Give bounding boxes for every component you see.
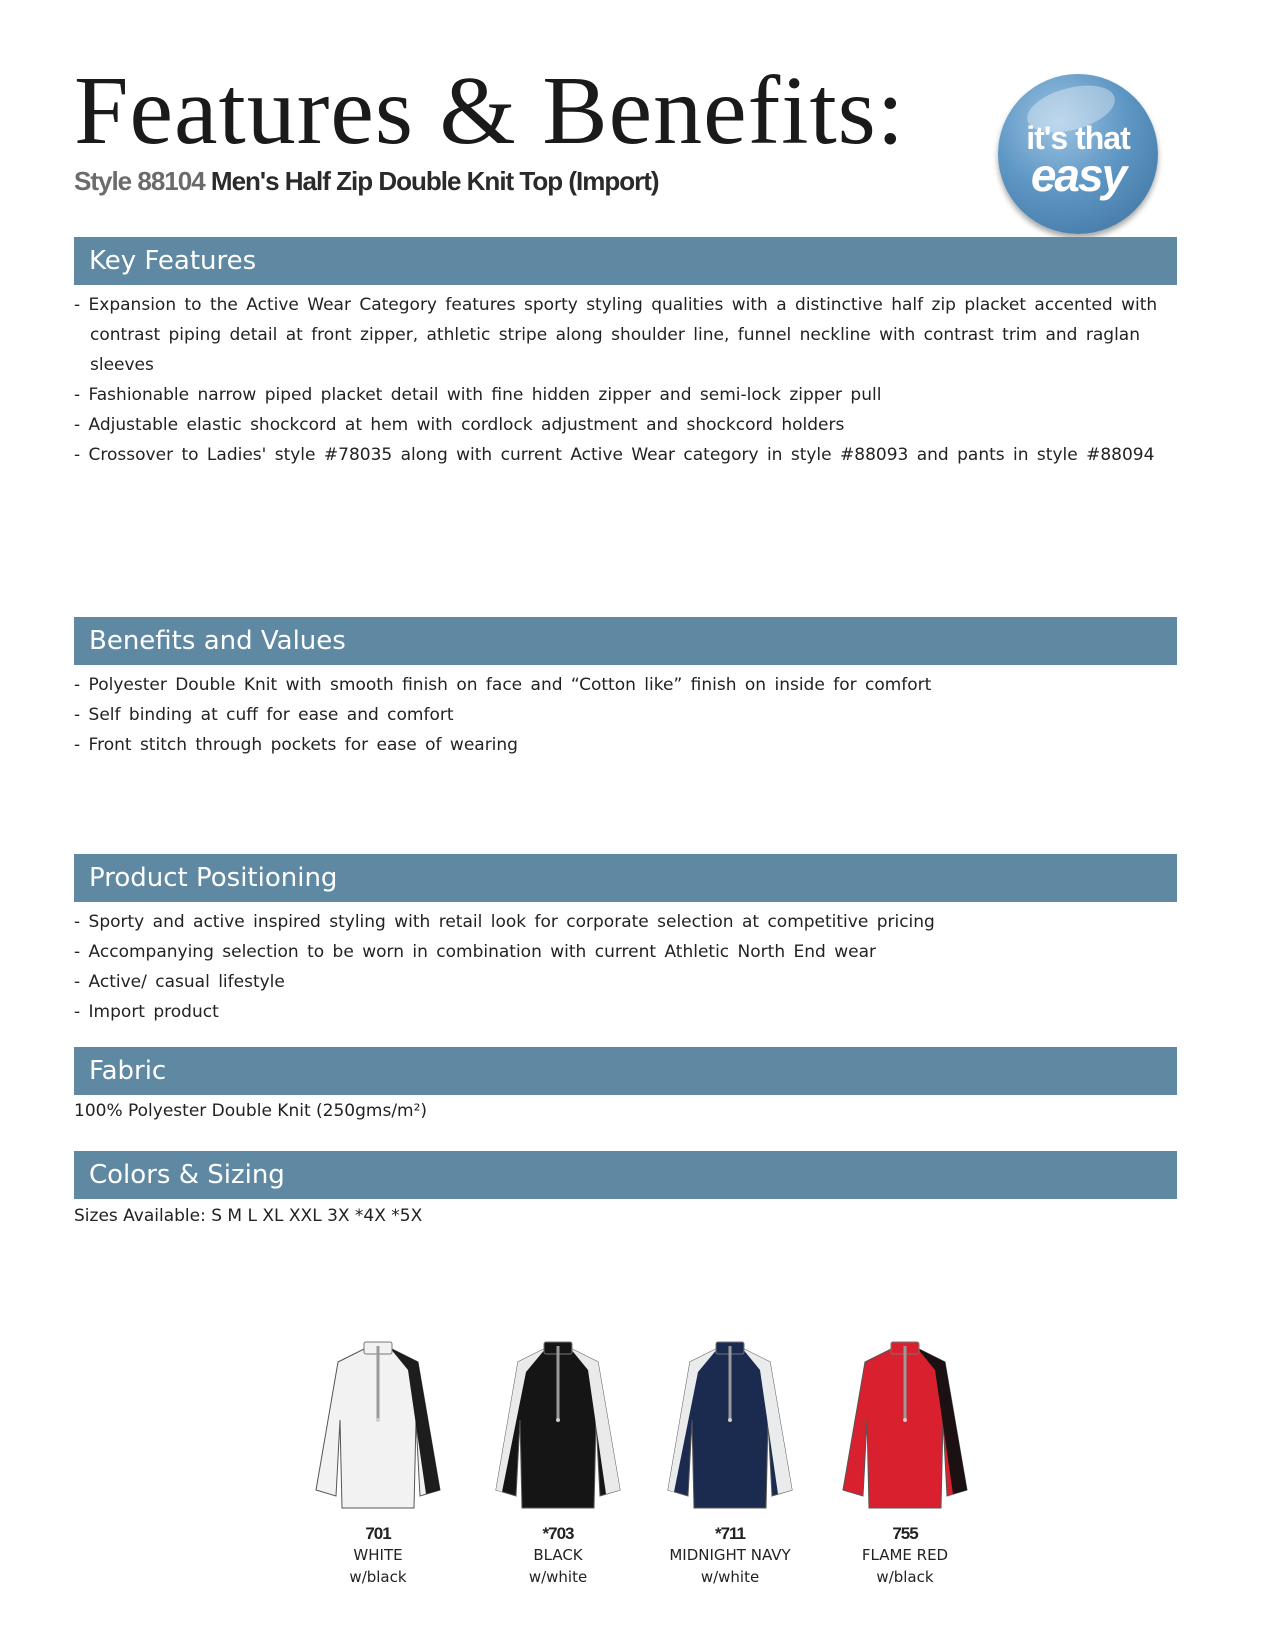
color-swatch-black [483,1340,633,1586]
color-name: MIDNIGHT NAVY [669,1546,791,1564]
list-item: - Crossover to Ladies' style #78035 along with current Active Wear category in style #88093 and pants in style #88094 [74,440,1177,470]
its-that-easy-logo [998,74,1158,234]
list-item: - Active/ casual lifestyle [74,967,1177,997]
color-swatch-white [303,1340,453,1586]
badge-line1: it's that [1026,120,1130,156]
list-item: - Expansion to the Active Wear Category features sporty styling qualities with a distinctive half zip placket accented with contrast piping detail at front zipper, athletic stripe along shoulder line, funnel neckline with contrast trim and raglan sleeves [74,290,1177,380]
shirt-icon [660,1340,800,1512]
page-title: Features & Benefits: [74,57,906,165]
list-item: - Sporty and active inspired styling with retail look for corporate selection at competitive pricing [74,907,1177,937]
color-trim: w/black [349,1568,407,1586]
color-name: FLAME RED [861,1546,949,1564]
list-item: - Accompanying selection to be worn in combination with current Athletic North End wear [74,937,1177,967]
color-code: *711 [714,1524,746,1543]
badge-line2: easy [1030,149,1126,201]
sizes-available-text: Sizes Available: S M L XL XXL 3X *4X *5X [74,1206,423,1226]
list-item: - Front stitch through pockets for ease of wearing [74,730,1177,760]
color-name: BLACK [533,1546,583,1564]
positioning-list [74,907,1177,1027]
color-swatch-midnight-navy [655,1340,805,1586]
color-code: 701 [365,1524,391,1543]
color-code: 755 [892,1524,918,1543]
list-item: - Fashionable narrow piped placket detail with fine hidden zipper and semi-lock zipper pull [74,380,1177,410]
key-features-list [74,290,1177,470]
list-item: - Adjustable elastic shockcord at hem with cordlock adjustment and shockcord holders [74,410,1177,440]
color-trim: w/black [876,1568,934,1586]
benefits-heading: Benefits and Values [74,617,1177,665]
shirt-icon [308,1340,448,1512]
colors-sizing-heading: Colors & Sizing [74,1151,1177,1199]
color-trim: w/white [528,1568,588,1586]
list-item: - Polyester Double Knit with smooth finish on face and “Cotton like” finish on inside for comfort [74,670,1177,700]
shirt-icon [835,1340,975,1512]
list-item: - Self binding at cuff for ease and comfort [74,700,1177,730]
shirt-icon [488,1340,628,1512]
style-code: Style 88104 [74,166,205,196]
color-name: WHITE [353,1546,403,1564]
color-trim: w/white [700,1568,760,1586]
color-swatch-flame-red [830,1340,980,1586]
product-name: Men's Half Zip Double Knit Top (Import) [210,166,659,196]
benefits-list [74,670,1177,760]
fabric-text: 100% Polyester Double Knit (250gms/m²) [74,1101,428,1121]
list-item: - Import product [74,997,1177,1027]
product-subtitle [74,166,659,197]
positioning-heading: Product Positioning [74,854,1177,902]
color-code: *703 [542,1524,574,1543]
key-features-heading: Key Features [74,237,1177,285]
fabric-heading: Fabric [74,1047,1177,1095]
